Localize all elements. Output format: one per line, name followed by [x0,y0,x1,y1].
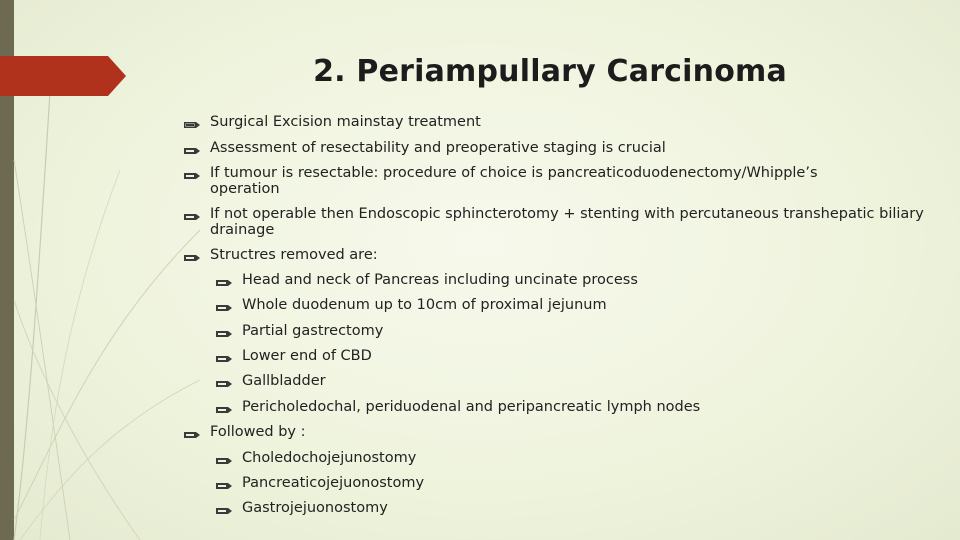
pencil-icon [216,453,234,469]
list-item: Partial gastrectomy [216,323,383,342]
list-item: Pancreaticojejuonostomy [216,475,424,494]
list-item: If tumour is resectable: procedure of choice is pancreaticoduodenectomy/Whipple’s operation [184,165,870,197]
list-item: Lower end of CBD [216,348,372,367]
pencil-icon [184,168,202,184]
list-item: Choledochojejunostomy [216,450,416,469]
pencil-icon [216,300,234,316]
title-ribbon [0,56,126,96]
pencil-icon [216,503,234,519]
pencil-icon [216,351,234,367]
pencil-icon [184,250,202,266]
list-item: Head and neck of Pancreas including uncinate process [216,272,638,291]
pencil-icon [216,275,234,291]
pencil-icon [216,376,234,392]
list-item: Gastrojejuonostomy [216,500,388,519]
list-item: Whole duodenum up to 10cm of proximal jejunum [216,297,607,316]
pencil-icon [216,326,234,342]
list-item: Followed by : [184,424,306,443]
list-item: Gallbladder [216,373,326,392]
slide-title: 2. Periampullary Carcinoma [313,54,787,89]
pencil-icon [184,209,202,225]
list-item: If not operable then Endoscopic sphincterotomy + stenting with percutaneous transhepatic biliary drainage [184,206,940,238]
pencil-icon [184,117,202,133]
list-item: Assessment of resectability and preoperative staging is crucial [184,140,666,159]
list-item: Surgical Excision mainstay treatment [184,114,481,133]
list-item: Structres removed are: [184,247,378,266]
pencil-icon [216,402,234,418]
pencil-icon [184,427,202,443]
list-item: Pericholedochal, periduodenal and peripancreatic lymph nodes [216,399,700,418]
pencil-icon [184,143,202,159]
pencil-icon [216,478,234,494]
